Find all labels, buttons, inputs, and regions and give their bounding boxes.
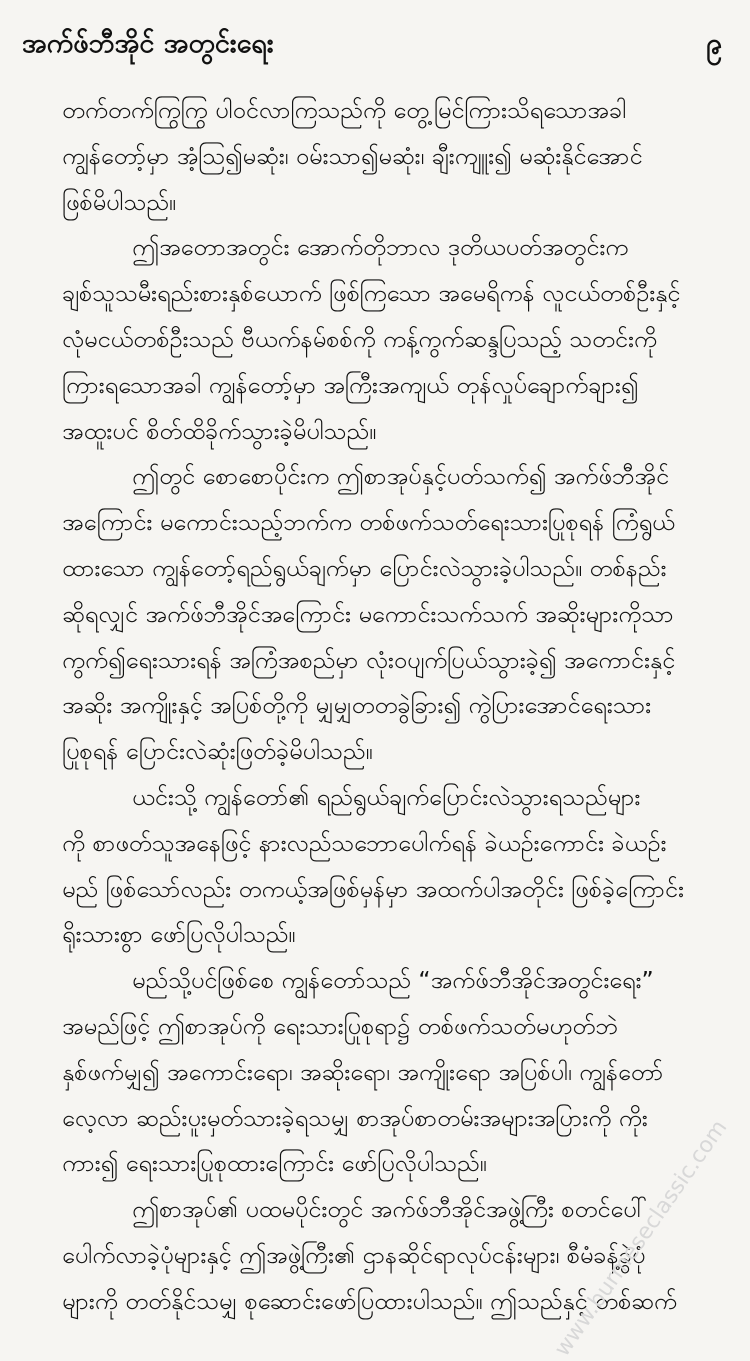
- text-line: အဆိုး အကျိုးနှင့် အပြစ်တို့ကို မျှမျှတတခွဲခြား၍ ကွဲပြားအောင်ရေးသား: [62, 691, 652, 720]
- text-line: နှစ်ဖက်မျှ၍ အကောင်းရော၊ အဆိုးရော၊ အကျိုးရော အပြစ်ပါ၊ ကျွန်တော်: [62, 1057, 664, 1086]
- text-line: လေ့လာ ဆည်းပူးမှတ်သားခဲ့ရသမျှ စာအုပ်စာတမ်းအများအပြားကို ကိုး: [62, 1103, 648, 1132]
- paragraph: [62, 88, 728, 225]
- text-line: လုံမငယ်တစ်ဦးသည် ဗီယက်နမ်စစ်ကို ကန့်ကွက်ဆန္ဒပြသည့် သတင်းကို: [62, 324, 657, 353]
- text-line: မည် ဖြစ်သော်လည်း တကယ့်အဖြစ်မှန်မှာ အထက်ပါအတိုင်း ဖြစ်ခဲ့ကြောင်း: [62, 874, 684, 903]
- text-line: ဤစာအုပ်၏ ပထမပိုင်းတွင် အက်ဖ်ဘီအိုင်အဖွဲ့ကြီး စတင်ပေါ်: [132, 1195, 648, 1224]
- page-header: [22, 20, 722, 68]
- text-line: ကား၍ ရေးသားပြုစုထားကြောင်း ဖော်ပြလိုပါသည်။: [62, 1149, 487, 1178]
- page-number: ၉: [706, 27, 722, 60]
- paragraph: [62, 775, 728, 958]
- text-line: ဖြစ်မိပါသည်။: [62, 187, 177, 216]
- text-line: အထူးပင် စိတ်ထိခိုက်သွားခဲ့မိပါသည်။: [62, 416, 377, 445]
- text-line: ကြားရသောအခါ ကျွန်တော့်မှာ အကြီးအကျယ် တုန်လှုပ်ချောက်ချား၍: [62, 370, 639, 399]
- text-line: ပြုစုရန် ပြောင်းလဲဆုံးဖြတ်ခဲ့မိပါသည်။: [62, 737, 373, 766]
- text-line: တက်တက်ကြွကြွ ပါဝင်လာကြသည်ကို တွေ့မြင်ကြားသိရသောအခါ: [62, 96, 627, 124]
- text-line: မည်သို့ပင်ဖြစ်စေ ကျွန်တော်သည် “အက်ဖ်ဘီအိုင်အတွင်းရေး”: [132, 966, 654, 995]
- text-line: ကွက်၍ရေးသားရန် အကြံအစည်မှာ လုံးဝပျက်ပြယ်သွားခဲ့၍ အကောင်းနှင့်: [62, 645, 676, 674]
- text-line: ဤတွင် စောစောပိုင်းက ဤစာအုပ်နှင့်ပတ်သက်၍ အက်ဖ်ဘီအိုင်: [132, 462, 670, 491]
- body-text: [62, 88, 728, 1325]
- text-line: ကို စာဖတ်သူအနေဖြင့် နားလည်သဘောပေါက်ရန် ခဲယဉ်းကောင်း ခဲယဉ်း: [62, 828, 667, 857]
- text-line: ထားသော ကျွန်တော့်ရည်ရွယ်ချက်မှာ ပြောင်းလဲသွားခဲ့ပါသည်။ တစ်နည်း: [62, 553, 667, 582]
- text-line: များကို တတ်နိုင်သမျှ စုဆောင်းဖော်ပြထားပါသည်။ ဤသည်နှင့် တစ်ဆက်: [62, 1286, 677, 1315]
- text-line: ယင်းသို့ ကျွန်တော်၏ ရည်ရွယ်ချက်ပြောင်းလဲသွားရသည်များ: [132, 782, 641, 811]
- paragraph: [62, 225, 728, 454]
- paragraph: [62, 454, 728, 775]
- text-line: အမည်ဖြင့် ဤစာအုပ်ကို ရေးသားပြုစုရာ၌ တစ်ဖက်သတ်မဟုတ်ဘဲ: [62, 1011, 618, 1040]
- text-line: ရိုးသားစွာ ဖော်ပြလိုပါသည်။: [62, 920, 296, 949]
- site-watermark: www.burmeseclassic.com: [549, 1115, 732, 1361]
- text-line: ပေါက်လာခဲ့ပုံများနှင့် ဤအဖွဲ့ကြီး၏ ဌာနဆိုင်ရာလုပ်ငန်းများ၊ စီမံခန့်ခွဲပုံ: [62, 1240, 646, 1269]
- text-line: ကျွန်တော့်မှာ အံ့ဩ၍မဆုံး၊ ဝမ်းသာ၍မဆုံး၊ ချီးကျူး၍ မဆုံးနိုင်အောင်: [62, 141, 643, 170]
- text-line: ဤအတောအတွင်း အောက်တိုဘာလ ဒုတိယပတ်အတွင်းက: [132, 233, 629, 262]
- running-title: အက်ဖ်ဘီအိုင် အတွင်းရေး: [22, 28, 274, 59]
- text-line: ဆိုရလျှင် အက်ဖ်ဘီအိုင်အကြောင်း မကောင်းသက်သက် အဆိုးများကိုသာ: [62, 599, 674, 628]
- text-line: အကြောင်း မကောင်းသည့်ဘက်က တစ်ဖက်သတ်ရေးသားပြုစုရန် ကြံရွယ်: [62, 508, 675, 537]
- text-line: ချစ်သူသမီးရည်းစားနှစ်ယောက် ဖြစ်ကြသော အမေရိကန် လူငယ်တစ်ဦးနှင့်: [62, 279, 681, 308]
- paragraph: [62, 958, 728, 1187]
